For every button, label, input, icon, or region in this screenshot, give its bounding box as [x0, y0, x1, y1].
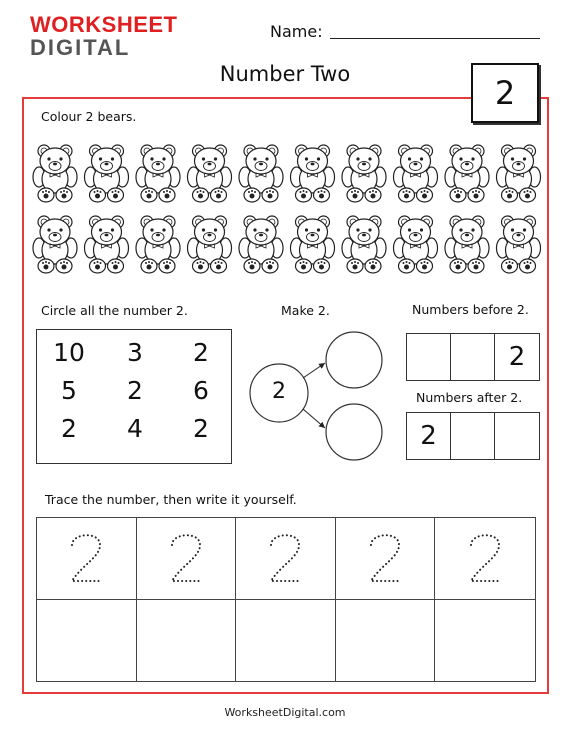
make-label: Make 2.	[281, 303, 330, 318]
bear-icon[interactable]	[497, 216, 541, 273]
footer-url: WorksheetDigital.com	[224, 706, 346, 719]
logo-top-text: WORKSHEET	[30, 12, 178, 37]
bear-icon[interactable]	[239, 216, 283, 273]
part-circle-bottom	[326, 404, 382, 460]
grid-number[interactable]: 4	[127, 414, 143, 443]
trace-cell[interactable]	[236, 518, 336, 600]
after-cell: 2	[407, 413, 451, 459]
trace-cell[interactable]	[37, 518, 137, 600]
after-cells	[406, 412, 540, 460]
write-cell[interactable]	[336, 600, 436, 682]
grid-number[interactable]: 10	[53, 338, 85, 367]
before-cell[interactable]	[407, 334, 451, 380]
bear-icon[interactable]	[188, 145, 232, 202]
circle-label: Circle all the number 2.	[41, 303, 188, 318]
bear-icon[interactable]	[445, 216, 489, 273]
worksheet-digital-logo	[30, 14, 178, 59]
grid-number[interactable]: 5	[61, 376, 77, 405]
bond-whole-number: 2	[272, 379, 286, 404]
grid-number[interactable]: 6	[193, 376, 209, 405]
arrow-top	[303, 363, 325, 378]
dotted-two-icon	[166, 529, 206, 587]
bear-icon[interactable]	[85, 216, 129, 273]
bear-icon[interactable]	[342, 145, 386, 202]
bear-icon[interactable]	[394, 145, 438, 202]
number-grid	[36, 329, 232, 464]
trace-table	[36, 517, 536, 682]
bear-icon[interactable]	[33, 216, 77, 273]
bear-icon[interactable]	[33, 145, 77, 202]
bear-icon[interactable]	[239, 145, 283, 202]
bear-icon[interactable]	[445, 145, 489, 202]
bear-icon[interactable]	[291, 216, 335, 273]
trace-cell[interactable]	[435, 518, 535, 600]
dotted-two-icon	[465, 529, 505, 587]
bears-grid	[31, 134, 546, 279]
bear-icon[interactable]	[188, 216, 232, 273]
grid-number[interactable]: 2	[127, 376, 143, 405]
colour-bears-label: Colour 2 bears.	[41, 109, 137, 124]
bear-icon[interactable]	[136, 216, 180, 273]
bear-icon[interactable]	[136, 145, 180, 202]
trace-label: Trace the number, then write it yourself.	[45, 492, 297, 507]
bear-icon[interactable]	[85, 145, 129, 202]
bear-icon[interactable]	[394, 216, 438, 273]
trace-cell[interactable]	[137, 518, 237, 600]
logo-bottom-text: DIGITAL	[30, 35, 131, 60]
dotted-two-icon	[365, 529, 405, 587]
write-cell[interactable]	[37, 600, 137, 682]
write-cell[interactable]	[137, 600, 237, 682]
name-label: Name:	[270, 22, 323, 41]
bear-icon[interactable]	[342, 216, 386, 273]
before-cells	[406, 333, 540, 381]
dotted-two-icon	[66, 529, 106, 587]
trace-cell[interactable]	[336, 518, 436, 600]
page-title: Number Two	[219, 62, 351, 86]
dotted-two-icon	[265, 529, 305, 587]
grid-number[interactable]: 2	[61, 414, 77, 443]
after-label: Numbers after 2.	[416, 390, 523, 405]
before-cell: 2	[508, 342, 526, 372]
number-badge: 2	[471, 63, 539, 123]
before-label: Numbers before 2.	[412, 302, 529, 317]
number-bond-diagram	[248, 325, 388, 465]
part-circle-top	[326, 332, 382, 388]
grid-number[interactable]: 2	[193, 414, 209, 443]
name-line[interactable]	[330, 38, 540, 39]
bear-icon[interactable]	[497, 145, 541, 202]
bear-icon[interactable]	[291, 145, 335, 202]
arrow-bottom	[303, 409, 325, 428]
write-cell[interactable]	[236, 600, 336, 682]
after-cell[interactable]	[495, 413, 539, 459]
grid-number[interactable]: 3	[127, 338, 143, 367]
before-cell[interactable]	[451, 334, 495, 380]
grid-number[interactable]: 2	[193, 338, 209, 367]
write-cell[interactable]	[435, 600, 535, 682]
after-cell[interactable]	[451, 413, 495, 459]
